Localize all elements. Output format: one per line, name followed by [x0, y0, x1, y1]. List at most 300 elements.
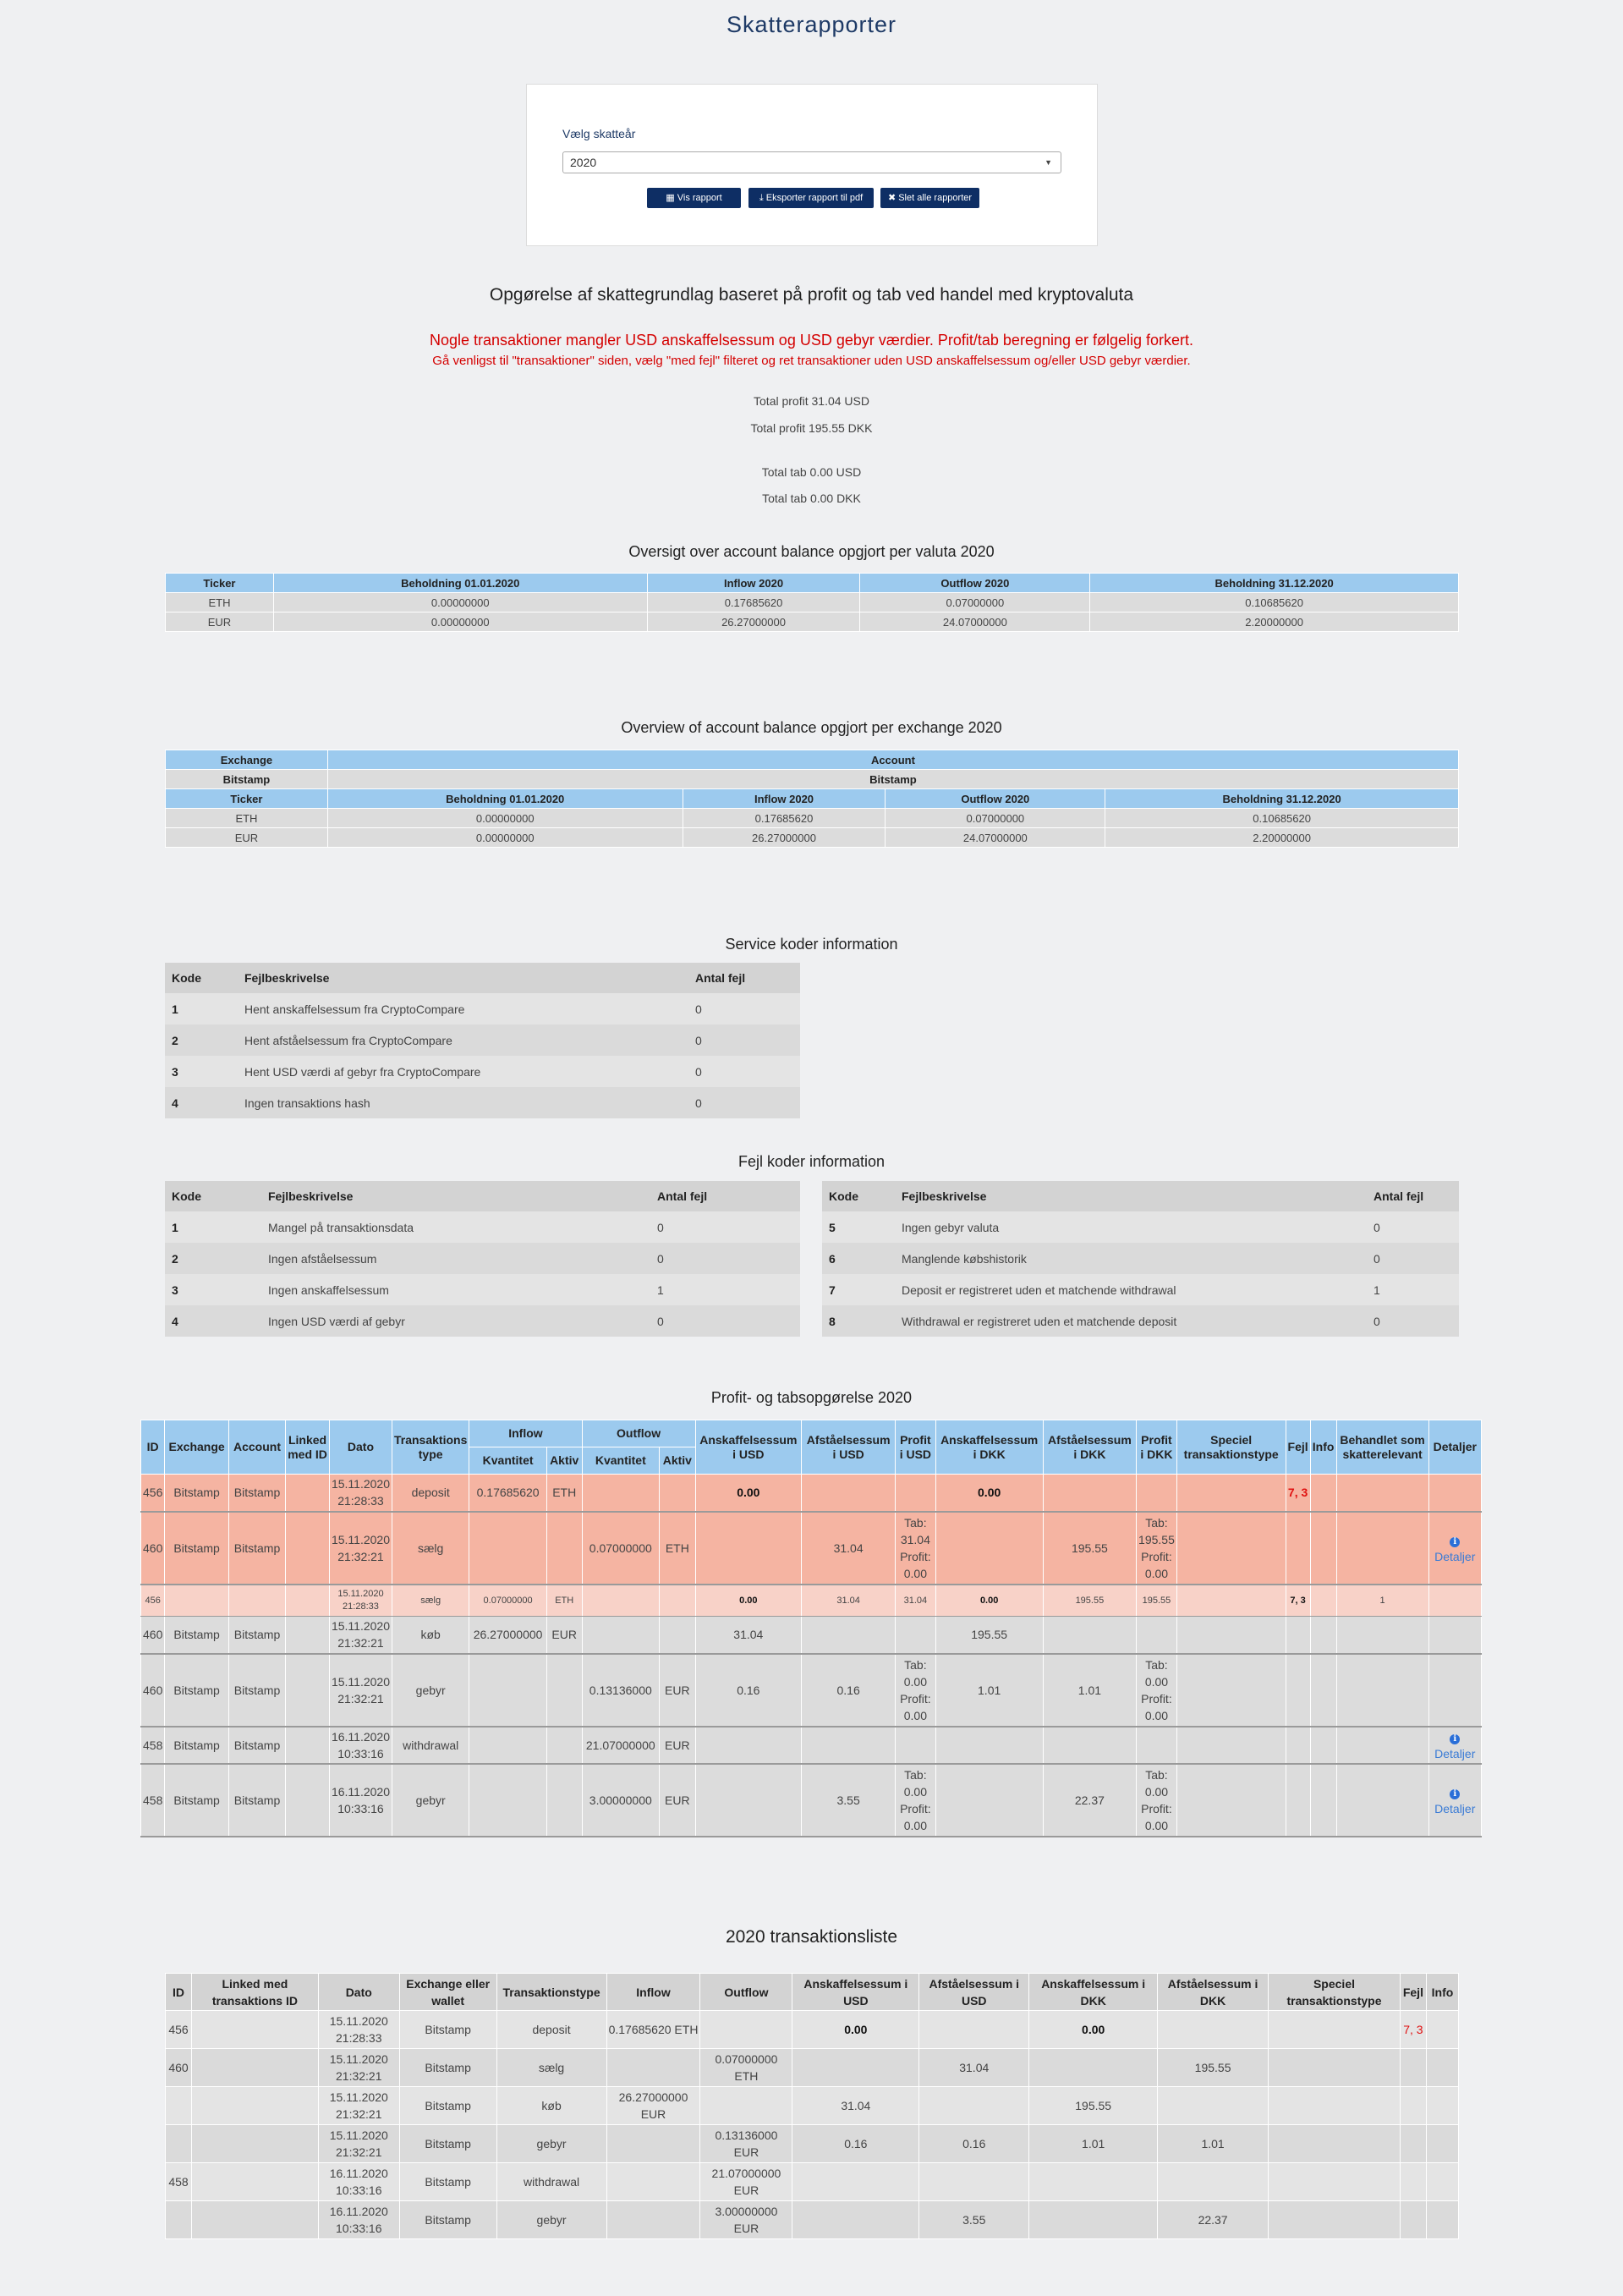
description: Withdrawal er registreret uden et matchende deposit — [895, 1305, 1367, 1337]
cell: 0.00000000 — [327, 809, 683, 828]
description: Deposit er registreret uden et matchende withdrawal — [895, 1274, 1367, 1305]
header-exchange: Exchange eller wallet — [399, 1974, 496, 2011]
time: 21:32:21 — [337, 1549, 384, 1563]
cell-disp-usd — [802, 1727, 896, 1764]
cell-disp-usd: 3.55 — [802, 1764, 896, 1837]
date: 15.11.2020 — [329, 2090, 388, 2104]
cell: 26.27000000 — [683, 828, 886, 848]
cell-disp-dkk: 22.37 — [1043, 1764, 1136, 1837]
date: 15.11.2020 — [329, 2052, 388, 2066]
header-inflow: Inflow — [469, 1420, 582, 1447]
table-row — [822, 1274, 1459, 1305]
header-date: Dato — [329, 1420, 392, 1475]
table-row — [141, 1512, 1482, 1585]
cell-special — [1176, 1654, 1286, 1727]
code: 3 — [165, 1056, 238, 1087]
cell-acq-dkk: 0.00 — [1029, 2011, 1158, 2049]
code: 5 — [822, 1211, 895, 1243]
cell-date — [318, 2125, 399, 2163]
count: 0 — [650, 1305, 800, 1337]
header-id: ID — [166, 1974, 192, 2011]
currency-balance-table — [165, 573, 1459, 632]
time: 21:28:33 — [343, 1601, 379, 1612]
cell-id: 456 — [141, 1585, 165, 1617]
profit-loss-title: Profit- og tabsopgørelse 2020 — [710, 1389, 913, 1406]
table-row — [165, 1305, 800, 1337]
cell-info — [1310, 1764, 1336, 1837]
code: 4 — [165, 1305, 261, 1337]
time: 10:33:16 — [336, 2222, 382, 2235]
cell-account: Bitstamp — [228, 1475, 285, 1512]
cell-details — [1428, 1654, 1481, 1727]
cell: 0.07000000 — [860, 593, 1090, 612]
cell-disp-usd — [802, 1475, 896, 1512]
cell-fejl — [1286, 1512, 1310, 1585]
cell-inflow: 0.17685620 ETH — [606, 2011, 700, 2049]
transaction-list-table — [165, 1973, 1459, 2239]
time: 21:32:21 — [337, 1636, 384, 1651]
code: 4 — [165, 1087, 238, 1118]
cell-acq-usd — [695, 1512, 801, 1585]
header-linked: Linked med transaktions ID — [191, 1974, 318, 2011]
count: 1 — [650, 1274, 800, 1305]
cell-acq-dkk: 195.55 — [1029, 2087, 1158, 2125]
cell-date — [329, 1654, 392, 1727]
cell-handled — [1336, 1617, 1428, 1654]
cell-fejl: 7, 3 — [1286, 1585, 1310, 1617]
cell-type: gebyr — [496, 2125, 606, 2163]
table-row — [166, 2125, 1459, 2163]
cell-disp-usd: 31.04 — [919, 2049, 1029, 2087]
cell-date — [329, 1727, 392, 1764]
cell-in-asset: EUR — [546, 1617, 582, 1654]
cell-type: køb — [496, 2087, 606, 2125]
cell-linked — [286, 1764, 330, 1837]
cell-id: 460 — [166, 2049, 192, 2087]
cell-disp-dkk — [1158, 2087, 1269, 2125]
cell-date — [329, 1512, 392, 1585]
currency-balance-title: Oversigt over account balance opgjort per valuta 2020 — [628, 543, 995, 560]
header-info: Info — [1426, 1974, 1458, 2011]
time: 10:33:16 — [337, 1746, 384, 1760]
cell-acq-dkk — [1029, 2201, 1158, 2239]
cell-profit-usd — [896, 1727, 935, 1764]
cell: 0.10685620 — [1105, 809, 1459, 828]
header-linked: Linked med ID — [286, 1420, 330, 1475]
cell-disp-dkk: 195.55 — [1043, 1585, 1136, 1617]
cell: 0.17685620 — [683, 809, 886, 828]
table-row — [822, 1305, 1459, 1337]
cell-disp-usd: 31.04 — [802, 1512, 896, 1585]
header-description: Fejlbeskrivelse — [261, 1181, 650, 1211]
cell-type: gebyr — [496, 2201, 606, 2239]
header-ticker: Ticker — [166, 789, 328, 809]
cell-acq-usd — [792, 2163, 919, 2201]
header-kode: Kode — [165, 1181, 261, 1211]
cell: EUR — [166, 612, 274, 632]
cell: ETH — [166, 809, 328, 828]
error-codes-table-right — [822, 1181, 1459, 1337]
cell-linked — [286, 1512, 330, 1585]
cell-handled — [1336, 1512, 1428, 1585]
cell-info — [1310, 1512, 1336, 1585]
cell-info — [1426, 2163, 1458, 2201]
cell-out-qty — [582, 1617, 659, 1654]
cell-acq-usd: 0.16 — [792, 2125, 919, 2163]
header-details: Detaljer — [1428, 1420, 1481, 1475]
table-row — [822, 1211, 1459, 1243]
cell: 0.10685620 — [1090, 593, 1459, 612]
cell-id: 460 — [141, 1617, 165, 1654]
cell-disp-dkk: 195.55 — [1043, 1512, 1136, 1585]
service-codes-title: Service koder information — [725, 936, 898, 953]
cell-date — [329, 1617, 392, 1654]
cell-date — [318, 2163, 399, 2201]
header-type: Transaktions type — [392, 1420, 469, 1475]
table-row — [141, 1475, 1482, 1512]
cell-date — [318, 2201, 399, 2239]
cell-outflow — [700, 2011, 792, 2049]
cell-account: Bitstamp — [228, 1727, 285, 1764]
time: 21:32:21 — [336, 2107, 382, 2121]
cell-account: Bitstamp — [228, 1764, 285, 1837]
cell-in-asset: ETH — [546, 1585, 582, 1617]
cell-special — [1176, 1475, 1286, 1512]
cell-profit-dkk: Tab: 0.00 Profit: 0.00 — [1137, 1654, 1177, 1727]
cell-out-qty: 0.13136000 — [582, 1654, 659, 1727]
cell-disp-dkk — [1043, 1727, 1136, 1764]
header-kode: Kode — [822, 1181, 895, 1211]
code: 1 — [165, 1211, 261, 1243]
header-type: Transaktionstype — [496, 1974, 606, 2011]
cell-info — [1426, 2087, 1458, 2125]
cell-acq-usd: 31.04 — [792, 2087, 919, 2125]
cell-profit-dkk: Tab: 0.00 Profit: 0.00 — [1137, 1764, 1177, 1837]
cell-linked — [286, 1617, 330, 1654]
header-fejl: Fejl — [1286, 1420, 1310, 1475]
export-pdf-button[interactable] — [748, 188, 874, 208]
cell-exchange: Bitstamp — [165, 1654, 229, 1727]
header-exchange: Exchange — [166, 750, 328, 770]
count: 0 — [1367, 1305, 1459, 1337]
cell-fejl — [1400, 2201, 1426, 2239]
table-row — [166, 2087, 1459, 2125]
cell-special — [1176, 1512, 1286, 1585]
cell-fejl — [1400, 2163, 1426, 2201]
date: 15.11.2020 — [331, 1477, 390, 1491]
cell-fejl — [1286, 1764, 1310, 1837]
cell-id: 458 — [141, 1727, 165, 1764]
date: 15.11.2020 — [329, 2128, 388, 2142]
show-report-label: Vis rapport — [677, 193, 722, 203]
cell-acq-dkk — [935, 1727, 1043, 1764]
cell-out-qty: 3.00000000 — [582, 1764, 659, 1837]
cell-fejl[interactable]: 7, 3 — [1286, 1475, 1310, 1512]
cell-in-qty — [469, 1727, 546, 1764]
cell-special — [1269, 2125, 1401, 2163]
cell-disp-usd: 0.16 — [919, 2125, 1029, 2163]
error-codes-title: Fejl koder information — [737, 1153, 886, 1170]
cell-inflow: 26.27000000 EUR — [606, 2087, 700, 2125]
header-out-qty: Kvantitet — [582, 1447, 659, 1475]
info-icon: i — [1450, 1734, 1460, 1744]
details-link[interactable] — [1428, 1764, 1481, 1837]
table-row-linked — [141, 1585, 1482, 1617]
cell-in-asset: ETH — [546, 1475, 582, 1512]
show-report-button[interactable] — [647, 188, 741, 208]
cell-handled — [1336, 1654, 1428, 1727]
total-loss-usd: Total tab 0.00 USD — [761, 465, 862, 479]
cell-type: withdrawal — [392, 1727, 469, 1764]
count: 0 — [688, 1056, 800, 1087]
date: 16.11.2020 — [329, 2205, 388, 2218]
cell-handled — [1336, 1475, 1428, 1512]
cell-profit-dkk: 195.55 — [1137, 1585, 1177, 1617]
cell-out-asset: EUR — [660, 1727, 696, 1764]
cell-type: sælg — [496, 2049, 606, 2087]
cell: 24.07000000 — [860, 612, 1090, 632]
cell-inflow — [606, 2163, 700, 2201]
cell-in-asset — [546, 1512, 582, 1585]
cell-linked — [191, 2125, 318, 2163]
cell-info — [1426, 2125, 1458, 2163]
cell-type: sælg — [392, 1585, 469, 1617]
cell: EUR — [166, 828, 328, 848]
cell: 2.20000000 — [1105, 828, 1459, 848]
cell-info — [1310, 1475, 1336, 1512]
cell-account: Bitstamp — [228, 1512, 285, 1585]
description: Ingen transaktions hash — [238, 1087, 688, 1118]
count: 0 — [1367, 1243, 1459, 1274]
cell-acq-usd: 0.00 — [695, 1475, 801, 1512]
cell-special — [1176, 1585, 1286, 1617]
cell-fejl[interactable]: 7, 3 — [1400, 2011, 1426, 2049]
header-outflow: Outflow — [700, 1974, 792, 2011]
cell-disp-usd — [919, 2087, 1029, 2125]
description: Ingen gebyr valuta — [895, 1211, 1367, 1243]
header-handled: Behandlet som skatterelevant — [1336, 1420, 1428, 1475]
cell-exchange: Bitstamp — [165, 1764, 229, 1837]
delete-reports-button[interactable] — [880, 188, 979, 208]
cell-type: gebyr — [392, 1764, 469, 1837]
cell-info — [1310, 1617, 1336, 1654]
cell-exchange: Bitstamp — [399, 2163, 496, 2201]
description: Hent USD værdi af gebyr fra CryptoCompare — [238, 1056, 688, 1087]
cell-acq-usd: 31.04 — [695, 1617, 801, 1654]
header-out-asset: Aktiv — [660, 1447, 696, 1475]
date: 16.11.2020 — [331, 1729, 390, 1744]
cell-type: køb — [392, 1617, 469, 1654]
cell-in-qty: 0.17685620 — [469, 1475, 546, 1512]
cell-out-asset — [660, 1585, 696, 1617]
cell-in-qty: 0.07000000 — [469, 1585, 546, 1617]
cell-acq-usd: 0.16 — [695, 1654, 801, 1727]
cell-id — [166, 2125, 192, 2163]
time: 10:33:16 — [336, 2183, 382, 2197]
details-link[interactable] — [1428, 1727, 1481, 1764]
cell-account — [228, 1585, 285, 1617]
header-count: Antal fejl — [1367, 1181, 1459, 1211]
code: 6 — [822, 1243, 895, 1274]
date: 15.11.2020 — [331, 1674, 390, 1689]
cell-linked — [286, 1475, 330, 1512]
description: Mangel på transaktionsdata — [261, 1211, 650, 1243]
cell-id: 460 — [141, 1512, 165, 1585]
time: 21:32:21 — [336, 2145, 382, 2159]
cell-profit-usd: Tab: 31.04 Profit: 0.00 — [896, 1512, 935, 1585]
table-row — [166, 2049, 1459, 2087]
date: 15.11.2020 — [331, 1619, 390, 1634]
cell-acq-usd — [695, 1727, 801, 1764]
header-id: ID — [141, 1420, 165, 1475]
cell-exchange: Bitstamp — [399, 2011, 496, 2049]
header-info: Info — [1310, 1420, 1336, 1475]
description: Ingen anskaffelsessum — [261, 1274, 650, 1305]
exchange-balance-title: Overview of account balance opgjort per exchange 2020 — [621, 719, 1002, 736]
details-label: Detaljer — [1434, 1549, 1476, 1563]
cell-disp-dkk — [1158, 2163, 1269, 2201]
export-pdf-label: Eksporter rapport til pdf — [765, 193, 864, 203]
cell-info — [1310, 1727, 1336, 1764]
cell-acq-usd — [792, 2201, 919, 2239]
cell-info — [1310, 1585, 1336, 1617]
date: 15.11.2020 — [329, 2014, 388, 2028]
summary-heading: Opgørelse af skattegrundlag baseret på profit og tab ved handel med kryptovaluta — [489, 285, 1134, 305]
cell-in-qty — [469, 1512, 546, 1585]
cell-exchange: Bitstamp — [165, 1617, 229, 1654]
cell-in-asset — [546, 1727, 582, 1764]
cell-fejl — [1286, 1617, 1310, 1654]
cell-out-asset: EUR — [660, 1654, 696, 1727]
cell-id — [166, 2087, 192, 2125]
time: 21:32:21 — [336, 2069, 382, 2083]
cell: 26.27000000 — [647, 612, 860, 632]
cell: 0.17685620 — [647, 593, 860, 612]
cell-out-qty: 21.07000000 — [582, 1727, 659, 1764]
date: 16.11.2020 — [331, 1784, 390, 1799]
cell-date — [318, 2087, 399, 2125]
cell-special — [1176, 1617, 1286, 1654]
total-loss-dkk: Total tab 0.00 DKK — [762, 492, 861, 505]
cell-disp-dkk — [1043, 1617, 1136, 1654]
header-special: Speciel transaktionstype — [1176, 1420, 1286, 1475]
header-acq-dkk: Anskaffelsessum i DKK — [935, 1420, 1043, 1475]
cell-exchange — [165, 1585, 229, 1617]
count: 0 — [688, 1087, 800, 1118]
report-selection-card — [526, 84, 1098, 246]
cell-out-asset — [660, 1617, 696, 1654]
cell-disp-dkk: 1.01 — [1043, 1654, 1136, 1727]
code: 2 — [165, 1024, 238, 1056]
count: 0 — [688, 993, 800, 1024]
header-acq-usd: Anskaffelsessum i USD — [695, 1420, 801, 1475]
cell-special — [1269, 2201, 1401, 2239]
cell-info — [1426, 2049, 1458, 2087]
cell-handled — [1336, 1727, 1428, 1764]
cell-profit-usd: Tab: 0.00 Profit: 0.00 — [896, 1654, 935, 1727]
cell-exchange: Bitstamp — [399, 2201, 496, 2239]
table-row — [166, 2163, 1459, 2201]
cell-fejl — [1286, 1654, 1310, 1727]
cell-acq-usd: 0.00 — [695, 1585, 801, 1617]
selected-year: 2020 — [570, 156, 597, 169]
cell-inflow — [606, 2049, 700, 2087]
cell-disp-usd — [919, 2163, 1029, 2201]
header-inflow: Inflow 2020 — [683, 789, 886, 809]
cell-profit-dkk — [1137, 1617, 1177, 1654]
error-codes-table-left — [165, 1181, 800, 1337]
header-in-qty: Kvantitet — [469, 1447, 546, 1475]
tax-year-select[interactable] — [562, 151, 1061, 173]
count: 1 — [1367, 1274, 1459, 1305]
table-row — [166, 2011, 1459, 2049]
warning-main: Nogle transaktioner mangler USD anskaffelsessum og USD gebyr værdier. Profit/tab beregning er følgelig forkert. — [429, 332, 1194, 349]
cell-acq-dkk — [935, 1764, 1043, 1837]
header-outflow: Outflow — [582, 1420, 695, 1447]
exchange-name: Bitstamp — [166, 770, 328, 789]
cell-fejl — [1286, 1727, 1310, 1764]
header-description: Fejlbeskrivelse — [238, 963, 688, 993]
cell-out-qty: 0.07000000 — [582, 1512, 659, 1585]
header-description: Fejlbeskrivelse — [895, 1181, 1367, 1211]
count: 0 — [650, 1211, 800, 1243]
time: 21:28:33 — [336, 2031, 382, 2045]
cell-disp-dkk: 1.01 — [1158, 2125, 1269, 2163]
cell-acq-dkk: 1.01 — [935, 1654, 1043, 1727]
cell-details — [1428, 1617, 1481, 1654]
details-link[interactable] — [1428, 1512, 1481, 1585]
time: 21:32:21 — [337, 1691, 384, 1706]
header-account: Account — [327, 750, 1458, 770]
time: 10:33:16 — [337, 1801, 384, 1815]
cell-profit-usd: 31.04 — [896, 1585, 935, 1617]
table-row — [141, 1764, 1482, 1837]
description: Ingen afståelsessum — [261, 1243, 650, 1274]
cell-out-qty — [582, 1475, 659, 1512]
cell-disp-usd: 3.55 — [919, 2201, 1029, 2239]
code: 3 — [165, 1274, 261, 1305]
header-in-asset: Aktiv — [546, 1447, 582, 1475]
header-profit-usd: Profit i USD — [896, 1420, 935, 1475]
cell-out-asset: ETH — [660, 1512, 696, 1585]
cell: 0.00000000 — [273, 593, 647, 612]
cell-special — [1176, 1764, 1286, 1837]
profit-loss-table — [140, 1420, 1482, 1837]
cell-special — [1269, 2087, 1401, 2125]
cell-id: 456 — [141, 1475, 165, 1512]
cell-disp-usd — [802, 1617, 896, 1654]
cell-linked — [191, 2011, 318, 2049]
table-row — [165, 1243, 800, 1274]
header-disp-dkk: Afståelsessum i DKK — [1158, 1974, 1269, 2011]
cell-account: Bitstamp — [228, 1654, 285, 1727]
cell-acq-dkk — [1029, 2049, 1158, 2087]
cell-out-asset — [660, 1475, 696, 1512]
count: 0 — [1367, 1211, 1459, 1243]
cell-profit-dkk — [1137, 1727, 1177, 1764]
header-count: Antal fejl — [650, 1181, 800, 1211]
table-row — [165, 1211, 800, 1243]
cell-exchange: Bitstamp — [165, 1727, 229, 1764]
cell-linked — [191, 2087, 318, 2125]
cell-linked — [286, 1654, 330, 1727]
close-icon: ✖ — [887, 193, 896, 203]
cell-date — [329, 1585, 392, 1617]
cell-profit-dkk: Tab: 195.55 Profit: 0.00 — [1137, 1512, 1177, 1585]
cell: 0.07000000 — [886, 809, 1105, 828]
cell-outflow: 0.07000000 ETH — [700, 2049, 792, 2087]
header-kode: Kode — [165, 963, 238, 993]
